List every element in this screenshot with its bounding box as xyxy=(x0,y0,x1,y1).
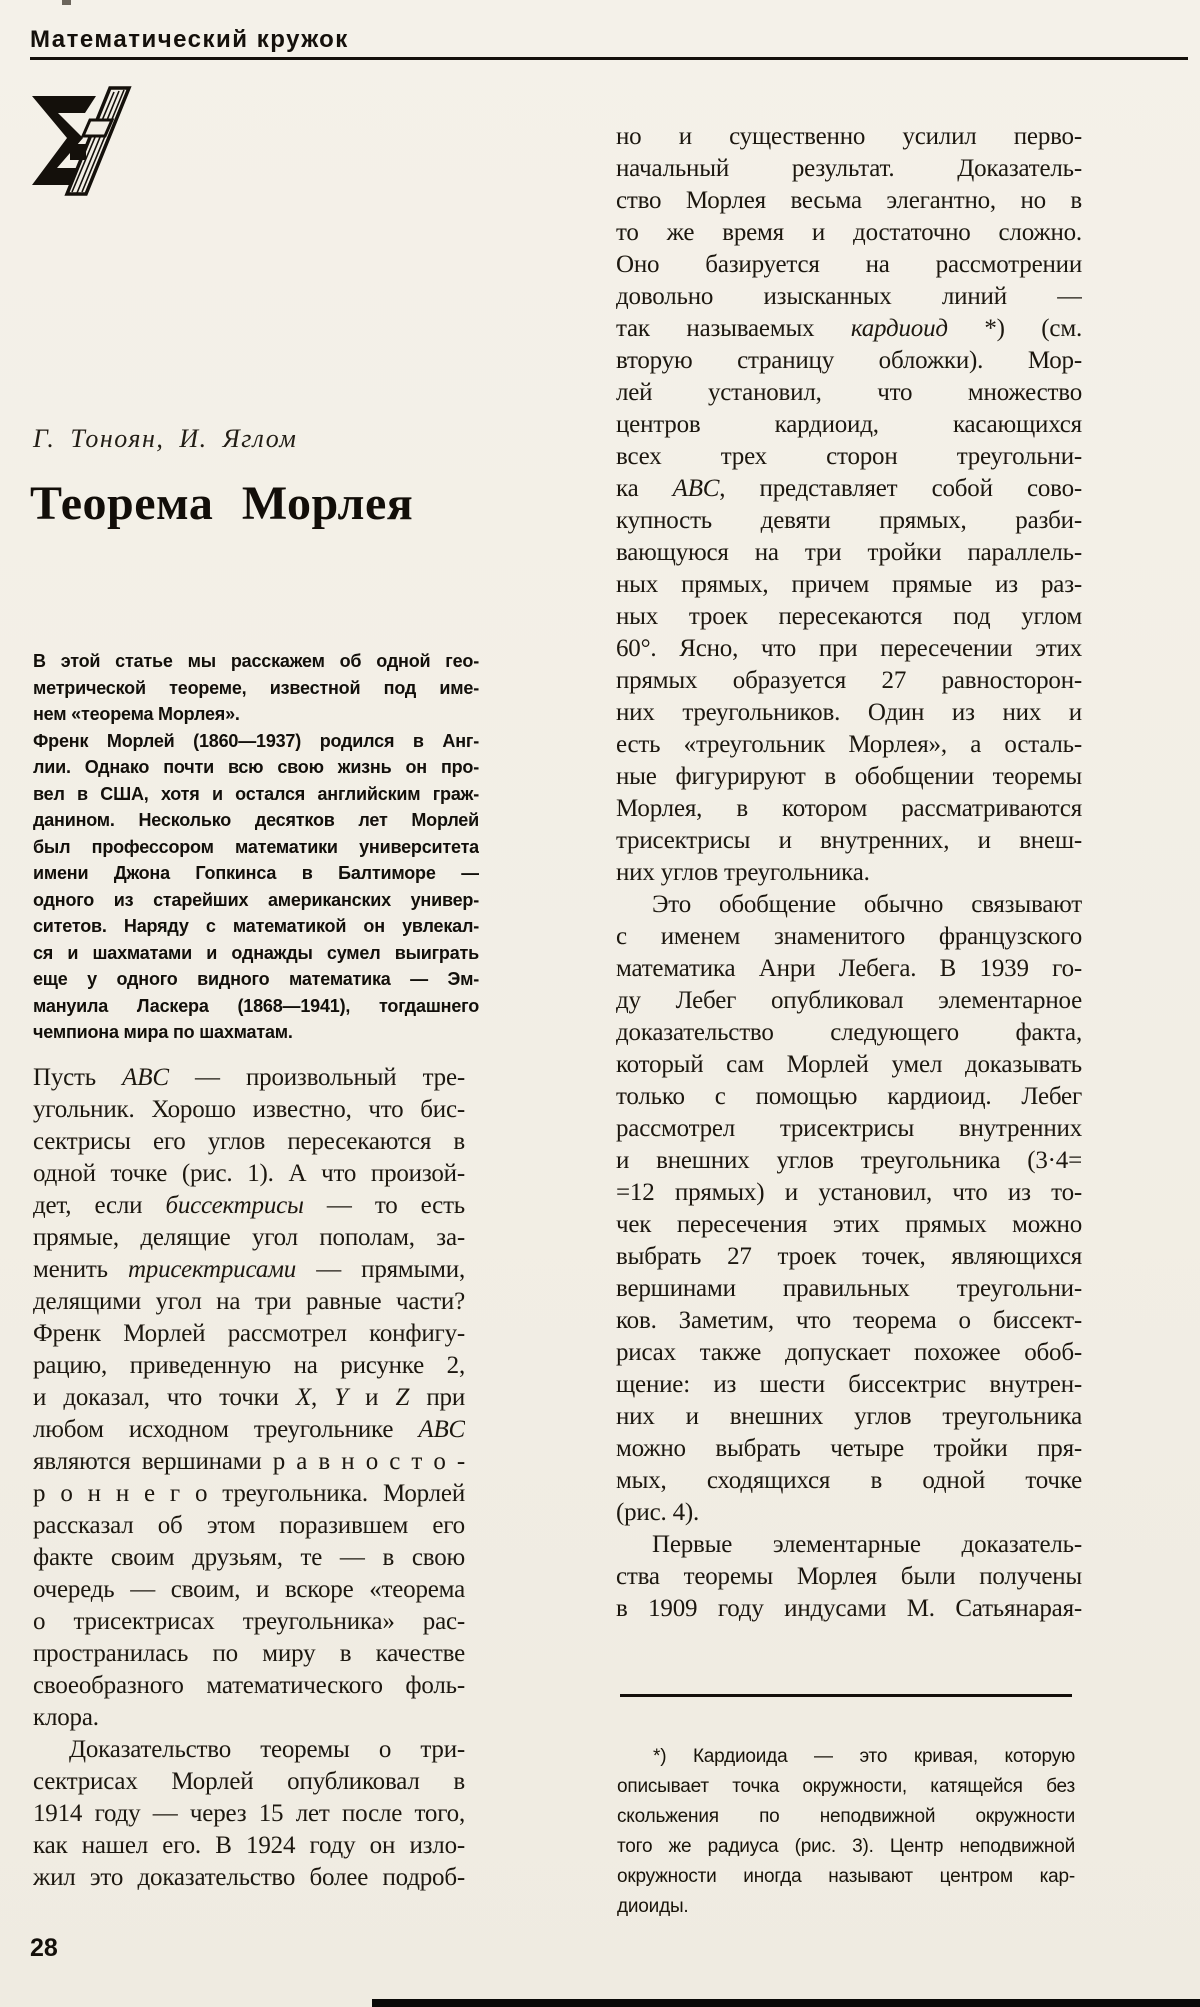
text-line: ся и шахматами и однажды сумел выиграть xyxy=(33,942,479,963)
text-line: ков. Заметим, что теорема о биссект- xyxy=(616,1307,1082,1334)
text-line: лии. Однако почти всю свою жизнь он про- xyxy=(33,757,479,777)
text-line: Первые элементарные доказатель- xyxy=(652,1531,1082,1558)
text-line: имени Джона Гопкинса в Балтиморе — xyxy=(33,863,479,883)
paragraph xyxy=(616,889,1082,1529)
paragraph xyxy=(617,1742,1075,1922)
text-line: угольник. Хорошо известно, что бис- xyxy=(33,1096,465,1123)
text-line: прямые, делящие угол пополам, за- xyxy=(33,1224,465,1251)
text-line: Пусть ABC — произвольный тре- xyxy=(33,1064,465,1091)
text-line: мануила Ласкера (1868—1941), тогдашнего xyxy=(33,995,479,1016)
text-line: Оно базируется на рассмотрении xyxy=(616,251,1082,278)
text-line: =12 прямых) и установил, что из то- xyxy=(616,1179,1082,1206)
text-line: Доказательство теоремы о три- xyxy=(69,1736,465,1763)
text-line: ка ABC, представляет собой сово- xyxy=(616,475,1082,502)
text-line: с именем знаменитого французского xyxy=(616,923,1082,950)
text-line: данином. Несколько десятков лет Морлей xyxy=(33,810,479,830)
text-line: и доказал, что точки X, Y и Z при xyxy=(33,1384,465,1411)
footnote-text xyxy=(617,1742,1075,1922)
text-line: ных прямых, причем прямые из раз- xyxy=(616,571,1082,598)
text-line: Френк Морлей (1860—1937) родился в Анг- xyxy=(33,730,479,751)
text-line: но и существенно усилил перво- xyxy=(616,123,1082,150)
left-text-column xyxy=(33,1062,465,1894)
text-line: то же время и достаточно сложно. xyxy=(616,219,1082,246)
text-line: рацию, приведенную на рисунке 2, xyxy=(33,1352,465,1379)
text-line: того же радиуса (рис. 3). Центр неподвижной xyxy=(617,1836,1075,1857)
text-line: рисах также допускает похожее обоб- xyxy=(616,1339,1082,1366)
text-line: математика Анри Лебега. В 1939 го- xyxy=(616,955,1082,982)
text-line: купность девяти прямых, разби- xyxy=(616,507,1082,534)
text-line: как нашел его. В 1924 году он изло- xyxy=(33,1832,465,1859)
text-line: жил это доказательство более подроб- xyxy=(33,1864,465,1891)
paragraph xyxy=(33,1734,465,1894)
text-line: них и внешних углов треугольника xyxy=(616,1403,1082,1430)
text-line: чемпиона мира по шахматам. xyxy=(33,1022,293,1042)
text-line: еще у одного видного математика — Эм- xyxy=(33,969,479,989)
text-line: довольно изысканных линий — xyxy=(616,283,1082,310)
text-line: всех трех сторон треугольни- xyxy=(616,443,1082,470)
text-line: сектрисах Морлей опубликовал в xyxy=(33,1768,465,1795)
header-rule xyxy=(30,57,1188,60)
paragraph xyxy=(616,1529,1082,1625)
text-line: р о н н е г о треугольника. Морлей xyxy=(33,1480,465,1507)
text-line: вел в США, хотя и остался английским граж- xyxy=(33,783,479,804)
paragraph xyxy=(616,121,1082,889)
text-line: 60°. Ясно, что при пересечении этих xyxy=(616,635,1082,662)
text-line: центров кардиоид, касающихся xyxy=(616,411,1082,438)
text-line: лей установил, что множество xyxy=(616,379,1082,406)
text-line: пространилась по миру в качестве xyxy=(33,1640,465,1667)
text-line: можно выбрать четыре тройки пря- xyxy=(616,1435,1082,1462)
text-line: начальный результат. Доказатель- xyxy=(616,155,1082,182)
text-line: в 1909 году индусами М. Сатьянарая- xyxy=(616,1595,1082,1622)
text-line: являются вершинами р а в н о с т о - xyxy=(33,1448,465,1475)
paragraph xyxy=(33,648,479,728)
text-line: окружности иногда называют центром кар- xyxy=(617,1866,1075,1887)
text-line: В этой статье мы расскажем об одной гео- xyxy=(33,651,479,671)
text-line: ду Лебег опубликовал элементарное xyxy=(616,987,1082,1014)
text-line: и внешних углов треугольника (3·4= xyxy=(616,1147,1082,1174)
text-line: метрической теореме, известной под име- xyxy=(33,677,479,698)
text-line: диоиды. xyxy=(617,1896,689,1917)
page-number: 28 xyxy=(30,1934,58,1962)
text-line: трисектрисы и внутренних, и внеш- xyxy=(616,827,1082,854)
text-line: очередь — своим, и вскоре «теорема xyxy=(33,1576,465,1603)
text-line: ных троек пересекаются под углом xyxy=(616,603,1082,630)
text-line: вающуюся на три тройки параллель- xyxy=(616,539,1082,566)
text-line: есть «треугольник Морлея», а осталь- xyxy=(616,731,1082,758)
right-text-column xyxy=(616,121,1082,1625)
text-line: делящими угол на три равные части? xyxy=(33,1288,465,1315)
text-line: был профессором математики университета xyxy=(33,836,479,857)
text-line: сектрисы его углов пересекаются в xyxy=(33,1128,465,1155)
text-line: Френк Морлей рассмотрел конфигу- xyxy=(33,1320,465,1347)
text-line: своеобразного математического фоль- xyxy=(33,1672,465,1699)
lead-abstract xyxy=(33,648,479,1046)
footnote-separator-rule xyxy=(620,1694,1072,1697)
text-line: одной точке (рис. 1). А что произой- xyxy=(33,1160,465,1187)
text-line: чек пересечения этих прямых можно xyxy=(616,1211,1082,1238)
text-line: ства теоремы Морлея были получены xyxy=(616,1563,1082,1590)
text-line: щение: из шести биссектрис внутрен- xyxy=(616,1371,1082,1398)
text-line: доказательство следующего факта, xyxy=(616,1019,1082,1046)
text-line: дет, если биссектрисы — то есть xyxy=(33,1192,465,1219)
text-line: одного из старейших американских универ- xyxy=(33,889,479,910)
paragraph xyxy=(33,1062,465,1734)
scan-bottom-edge xyxy=(372,1999,1200,2007)
text-line: прямых образуется 27 равносторон- xyxy=(616,667,1082,694)
text-line: ситетов. Наряду с математикой он увлекал- xyxy=(33,916,479,936)
text-line: *) Кардиоида — это кривая, которую xyxy=(653,1746,1075,1767)
math-circle-sigma-logo-icon xyxy=(28,84,140,203)
text-line: ство Морлея весьма элегантно, но в xyxy=(616,187,1082,214)
authors-line: Г. Тоноян, И. Яглом xyxy=(33,424,298,453)
text-line: о трисектрисах треугольника» рас- xyxy=(33,1608,465,1635)
text-line: который сам Морлей умел доказывать xyxy=(616,1051,1082,1078)
text-line: вторую страницу обложки). Мор- xyxy=(616,347,1082,374)
text-line: вершинами правильных треугольни- xyxy=(616,1275,1082,1302)
text-line: выбрать 27 троек точек, являющихся xyxy=(616,1243,1082,1270)
text-line: скольжения по неподвижной окружности xyxy=(617,1806,1075,1827)
text-line: нем «теорема Морлея». xyxy=(33,704,240,724)
text-line: них углов треугольника. xyxy=(616,859,870,886)
text-line: Морлея, в котором рассматриваются xyxy=(616,795,1082,822)
text-line: 1914 году — через 15 лет после того, xyxy=(33,1800,465,1827)
text-line: рассказал об этом поразившем его xyxy=(33,1512,465,1539)
text-line: описывает точка окружности, катящейся без xyxy=(617,1776,1075,1797)
scan-corner-mark xyxy=(62,0,71,5)
text-line: любом исходном треугольнике ABC xyxy=(33,1416,465,1443)
text-line: Это обобщение обычно связывают xyxy=(652,891,1082,918)
text-line: них треугольников. Один из них и xyxy=(616,699,1082,726)
text-line: только с помощью кардиоид. Лебег xyxy=(616,1083,1082,1110)
rubric-header: Математический кружок xyxy=(30,26,349,53)
article-title: Теорема Морлея xyxy=(30,477,414,530)
text-line: факте своим друзьям, те — в свою xyxy=(33,1544,465,1571)
text-line: клора. xyxy=(33,1704,99,1731)
text-line: рассмотрел трисектрисы внутренних xyxy=(616,1115,1082,1142)
paragraph xyxy=(33,728,479,1046)
text-line: мых, сходящихся в одной точке xyxy=(616,1467,1082,1494)
text-line: так называемых кардиоид *) (см. xyxy=(616,315,1082,342)
text-line: ные фигурируют в обобщении теоремы xyxy=(616,763,1082,790)
text-line: менить трисектрисами — прямыми, xyxy=(33,1256,465,1283)
text-line: (рис. 4). xyxy=(616,1499,700,1526)
